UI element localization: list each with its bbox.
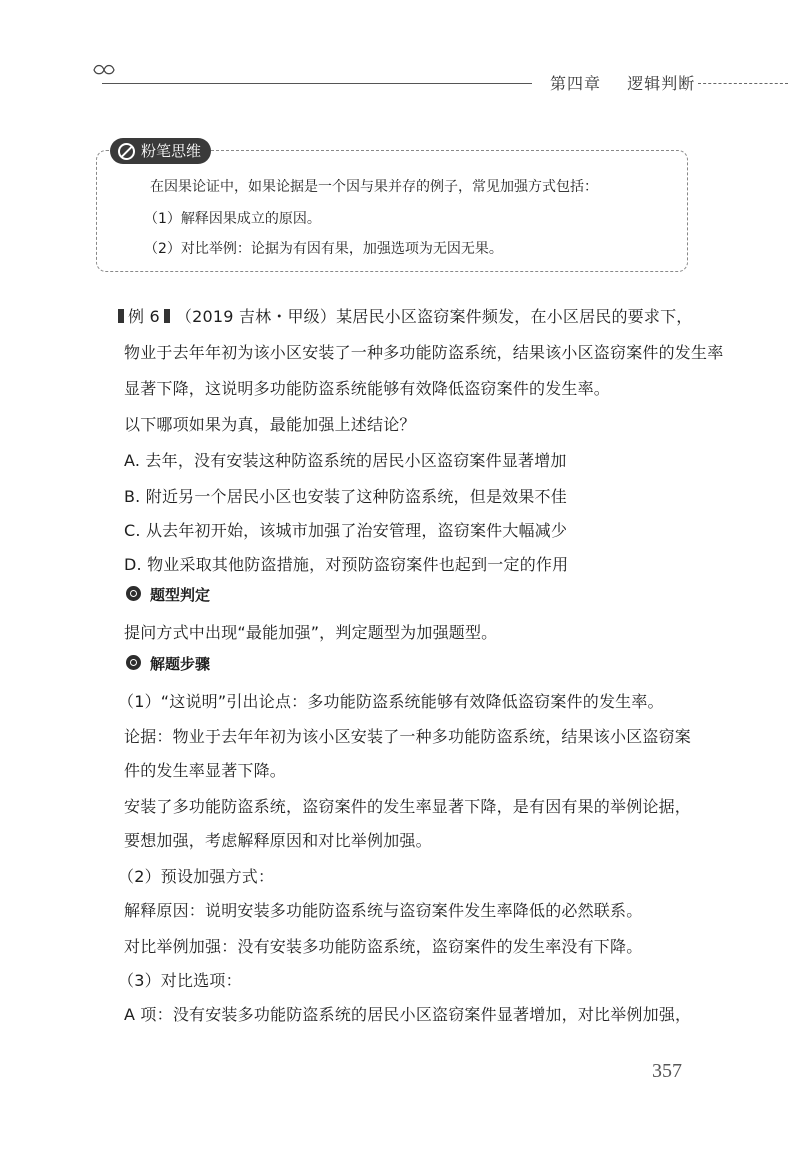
example-line: 物业于去年年初为该小区安装了一种多功能防盗系统，结果该小区盗窃案件的发生率 [124, 343, 724, 362]
step-line: （3）对比选项： [118, 971, 242, 990]
header-rule [102, 83, 532, 84]
step-line: 要想加强，考虑解释原因和对比举例加强。 [124, 831, 432, 850]
option-b: B. 附近另一个居民小区也安装了这种防盗系统，但是效果不佳 [124, 487, 567, 506]
page-number: 357 [652, 1060, 682, 1082]
step-line: 件的发生率显著下降。 [124, 761, 287, 780]
example-text: （2019 吉林・甲级）某居民小区盗窃案件频发，在小区居民的要求下， [175, 307, 693, 326]
tip-line: 在因果论证中，如果论据是一个因与果并存的例子，常见加强方式包括： [150, 179, 598, 195]
header-chapter [550, 71, 695, 94]
gear-icon [126, 586, 141, 601]
step-line: 解释原因：说明安装多功能防盗系统与盗窃案件发生率降低的必然联系。 [124, 901, 643, 920]
step-line: A 项：没有安装多功能防盗系统的居民小区盗窃案件显著增加，对比举例加强， [124, 1005, 692, 1024]
example-line-1 [118, 304, 692, 327]
example-marker-icon [118, 309, 124, 323]
chapter-label: 第四章 [550, 74, 602, 93]
type-section-title: 题型判定 [150, 586, 211, 604]
tip-line: （1）解释因果成立的原因。 [144, 211, 321, 227]
type-section-text: 提问方式中出现“最能加强”，判定题型为加强题型。 [124, 623, 498, 642]
step-line: 对比举例加强：没有安装多功能防盗系统，盗窃案件的发生率没有下降。 [124, 937, 643, 956]
tip-tag-label: 粉笔思维 [141, 142, 202, 160]
step-line: 安装了多功能防盗系统，盗窃案件的发生率显著下降，是有因有果的举例论据， [124, 797, 692, 816]
example-line: 显著下降，这说明多功能防盗系统能够有效降低盗窃案件的发生率。 [124, 379, 611, 398]
tip-line: （2）对比举例：论据为有因有果，加强选项为无因无果。 [144, 241, 503, 257]
step-line: 论据：物业于去年年初为该小区安装了一种多功能防盗系统，结果该小区盗窃案 [124, 727, 692, 746]
step-line: （2）预设加强方式： [118, 867, 275, 886]
no-sign-icon [118, 143, 135, 160]
example-question: 以下哪项如果为真，最能加强上述结论？ [124, 415, 416, 434]
option-d: D. 物业采取其他防盗措施，对预防盗窃案件也起到一定的作用 [124, 555, 569, 574]
example-marker-icon [164, 309, 170, 323]
tip-tag [110, 138, 211, 164]
section-label: 逻辑判断 [627, 74, 696, 93]
option-c: C. 从去年初开始，该城市加强了治安管理，盗窃案件大幅减少 [124, 521, 568, 540]
option-a: A. 去年，没有安装这种防盗系统的居民小区盗窃案件显著增加 [124, 451, 567, 470]
example-label: 例 6 [128, 307, 160, 326]
page-header [92, 58, 696, 98]
header-rule-right [698, 83, 788, 84]
leaf-logo-icon [92, 62, 116, 78]
step-line: （1）“这说明”引出论点：多功能防盗系统能够有效降低盗窃案件的发生率。 [118, 692, 664, 711]
compass-icon [126, 655, 141, 670]
steps-section-title: 解题步骤 [150, 655, 211, 673]
